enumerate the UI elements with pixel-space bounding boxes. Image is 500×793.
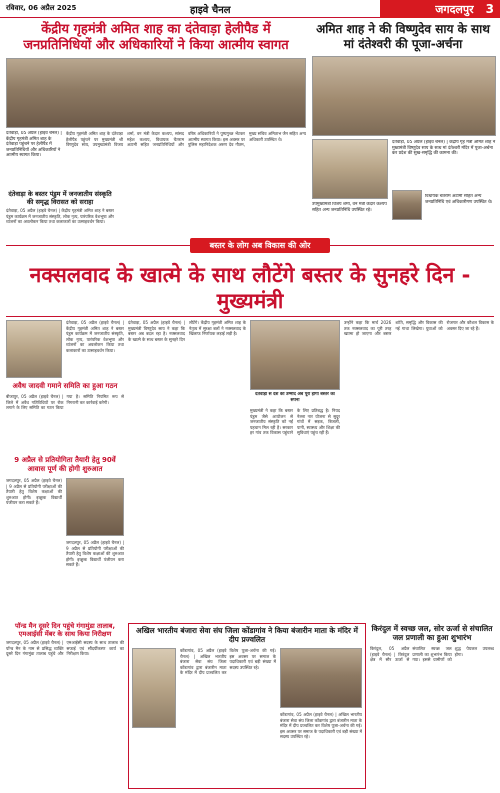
story5-headline: 9 अप्रैल से प्रतियोगिता तैयारी हेतु 90वें आवास पूर्ण की होगी शुरुआत xyxy=(14,456,116,473)
story5-body: जगदलपुर, 05 अप्रैल (हाइवे चैनल) | 9 अप्रैल से प्रतियोगी परीक्षाओं की तैयारी हेतु विशेष कक्षाओं की शुरुआत होगी। इच्छुक विद्यार्थी पंजीयन करा सकते हैं। xyxy=(6,478,62,506)
story2-photo-main xyxy=(312,56,496,136)
story3-body: दंतेवाड़ा, 05 अप्रैल (हाइवे चैनल) | केंद्रीय गृहमंत्री अमित शाह ने बस्तर पंडुम कार्यक्रम में जनजातीय संस्कृति, लोक नृत्य, पारंपरिक वेशभूषा और व्यंजनों का अवलोकन किया तथा कलाकारों का उत्साहवर्धन किया। xyxy=(6,208,114,225)
story6-photo-left xyxy=(132,648,176,728)
story2-caption2: उपमुख्यमंत्री विजय शर्मा, वन मंत्री केदार कश्यप सहित अन्य जनप्रतिनिधि उपस्थित रहे। xyxy=(312,202,387,213)
story2-photo-tiny xyxy=(392,190,422,220)
issue-date: रविवार, 06 अप्रैल 2025 xyxy=(6,4,77,12)
paper-name: हाइवे चैनल xyxy=(190,5,231,16)
edition-band xyxy=(380,0,500,18)
edition-name: जगदलपुर xyxy=(435,2,474,16)
story4-headline: अवैध जादवी गमाने समिति का हुआ गठन xyxy=(12,382,118,390)
story8-body: जगदलपुर, 05 अप्रैल (हाइवे चैनल) | पॉन्ड मैन के नाम से प्रसिद्ध व्यक्ति दूसरे दिन गंगामुंडा तालाब पहुंचे और एमआईसी सदस्य के साथ तालाब की सफाई एवं सौंदर्यीकरण कार्य का निरीक्षण किया। xyxy=(6,640,124,657)
story6-photo-right xyxy=(280,648,362,708)
story2-photo-small xyxy=(312,139,388,199)
story4-body: बीजापुर, 05 अप्रैल (हाइवे चैनल) | जिले में अवैध गतिविधियों पर रोक लगाने के लिए समिति का गठन किया गया है। समिति नियमित रूप से निगरानी कर कार्रवाई करेगी। xyxy=(6,394,124,411)
story1-body: केंद्रीय गृहमंत्री अमित शाह के दंतेवाड़ा हेलीपैड पहुंचने पर मुख्यमंत्री श्री विष्णुदेव साय, उपमुख्यमंत्री विजय शर्मा, वन मंत्री केदार कश्यप, सांसद महेश कश्यप, विधायक चैतराम अटामी सहित जनप्रतिनिधियों और वरिष्ठ अधिकारियों ने पुष्पगुच्छ भेंटकर आत्मीय स्वागत किया। इस अवसर पर पुलिस महानिदेशक अरुण देव गौतम, मुख्य सचिव अमिताभ जैन सहित अन्य अधिकारी उपस्थित थे। xyxy=(66,131,306,148)
lead-headline: नक्सलवाद के खात्मे के साथ लौटेंगे बस्तर के सुनहरे दिन - मुख्यमंत्री xyxy=(29,263,471,313)
story2-caption3: विधायक चैतराम अटामी सहित अन्य जनप्रतिनिधि एवं अधिकारीगण उपस्थित थे। xyxy=(425,194,493,205)
lead-rule xyxy=(6,316,494,317)
left-col-text: दंतेवाड़ा, 05 अप्रैल (हाइवे चैनल) | केंद्रीय गृहमंत्री अमित शाह ने बस्तर पंडुम कार्यक्रम में जनजातीय संस्कृति, लोक नृत्य, पारंपरिक वेशभूषा और व्यंजनों का अवलोकन किया तथा कलाकारों का उत्साहवर्धन किया। xyxy=(66,320,124,353)
story1-headline: केंद्रीय गृहमंत्री अमित शाह का दंतेवाड़ा हेलीपैड में जनप्रतिनिधियों और अधिकारियों ने किया आत्मीय स्वागत xyxy=(23,22,289,53)
story8-headline: पॉन्ड मैन दूसरे दिन पहुंचे गंगामुंडा तालाब, एमआईसी मेंबर के साथ किया निरीक्षण xyxy=(15,622,115,638)
masthead xyxy=(0,0,500,18)
story6-body: कोंडागांव, 05 अप्रैल (हाइवे चैनल) | अखिल भारतीय बंजारा सेवा संघ जिला कोंडागांव द्वारा बंजारीन माता के मंदिर में दीप प्रज्वलित कर विशेष पूजा-अर्चना की गई। इस अवसर पर समाज के पदाधिकारी एवं बड़ी संख्या में सदस्य उपस्थित रहे। xyxy=(180,648,276,676)
story7-body: किरंदुल, 05 अप्रैल (हाइवे चैनल) | किरंदुल क्षेत्र में सौर ऊर्जा से संचालित स्वच्छ जल प्रणाली का शुभारंभ किया गया। इससे ग्रामीणों को शुद्ध पेयजल उपलब्ध होगा। xyxy=(370,646,494,663)
story3-headline: दंतेवाड़ा के बस्तर पंडुम में जनजातीय संस्कृति की समृद्ध विरासत को सराहा xyxy=(8,190,112,206)
lead-body-2: मुख्यमंत्री ने कहा कि बस्तर पंडुम जैसे आयोजन से जनजातीय संस्कृति को नई पहचान मिल रही है। सरकार हर गांव तक विकास पहुंचाने के लिए प्रतिबद्ध है। नियद नेल्ला नार योजना से सुदूर गांवों में सड़क, बिजली, पानी, स्वास्थ्य और शिक्षा की सुविधाएं पहुंच रही हैं। xyxy=(250,408,340,436)
lead-body-1: दंतेवाड़ा, 05 अप्रैल (हाइवे चैनल) | मुख्यमंत्री विष्णुदेव साय ने कहा कि बस्तर अब बदल रहा है। नक्सलवाद के खात्मे के साथ बस्तर के सुनहरे दिन लौटेंगे। केंद्रीय गृहमंत्री अमित शाह के नेतृत्व में सुरक्षा बलों ने नक्सलवाद के खिलाफ निर्णायक लड़ाई लड़ी है। xyxy=(128,320,246,342)
story1-photo xyxy=(6,58,306,128)
story6-headline: अखिल भारतीय बंजारा सेवा संघ जिला कोंडागांव ने किया बंजारीन माता के मंदिर में दीप प्रज्वलित xyxy=(136,626,358,644)
story5-photo xyxy=(66,478,124,536)
lead-body-3: उन्होंने कहा कि मार्च 2026 तक नक्सलवाद का पूरी तरह खात्मा हो जाएगा और बस्तर शांति, समृद्धि और विकास की नई गाथा लिखेगा। युवाओं को रोजगार और कौशल विकास के अवसर दिए जा रहे हैं। xyxy=(344,320,494,337)
story7-headline: किरंदुल में स्वच्छ जल, सोर ऊर्जा से संचालित जल प्रणाली का हुआ शुभारंभ xyxy=(371,624,493,642)
story2-headline: अमित शाह ने की विष्णुदेव साय के साथ मां दंतेश्वरी की पूजा-अर्चना xyxy=(316,22,490,51)
section-banner: बस्तर के लोग अब विकास की ओर xyxy=(190,238,330,253)
story2-caption1: दंतेवाड़ा, 05 अप्रैल (हाइवे चैनल) | केंद्रीय गृह मंत्री अमित शाह ने मुख्यमंत्री विष्णुदेव साय के साथ मां दंतेश्वरी मंदिर में पूजा-अर्चना कर प्रदेश की सुख-समृद्धि की कामना की। xyxy=(392,140,496,157)
lead-photo xyxy=(250,320,340,390)
story5-body-cont: जगदलपुर, 05 अप्रैल (हाइवे चैनल) | 9 अप्रैल से प्रतियोगी परीक्षाओं की तैयारी हेतु विशेष कक्षाओं की शुरुआत होगी। इच्छुक विद्यार्थी पंजीयन करा सकते हैं। xyxy=(66,540,124,568)
lead-caption: दंतेवाड़ा से देश की उम्मीद अब पूरा होगा बस्तर का सपना xyxy=(255,392,335,403)
page-number: 3 xyxy=(485,2,494,16)
story1-caption: दंतेवाड़ा, 05 अप्रैल (हाइवे चैनल) | केंद्रीय गृहमंत्री अमित शाह के दंतेवाड़ा पहुंचने पर हेलीपैड में जनप्रतिनिधियों और अधिकारियों ने आत्मीय स्वागत किया। xyxy=(6,131,62,159)
story3-photo xyxy=(6,320,62,378)
story6-body-cont: कोंडागांव, 05 अप्रैल (हाइवे चैनल) | अखिल भारतीय बंजारा सेवा संघ जिला कोंडागांव द्वारा बंजारीन माता के मंदिर में दीप प्रज्वलित कर विशेष पूजा-अर्चना की गई। इस अवसर पर समाज के पदाधिकारी एवं बड़ी संख्या में सदस्य उपस्थित रहे। xyxy=(280,712,362,740)
